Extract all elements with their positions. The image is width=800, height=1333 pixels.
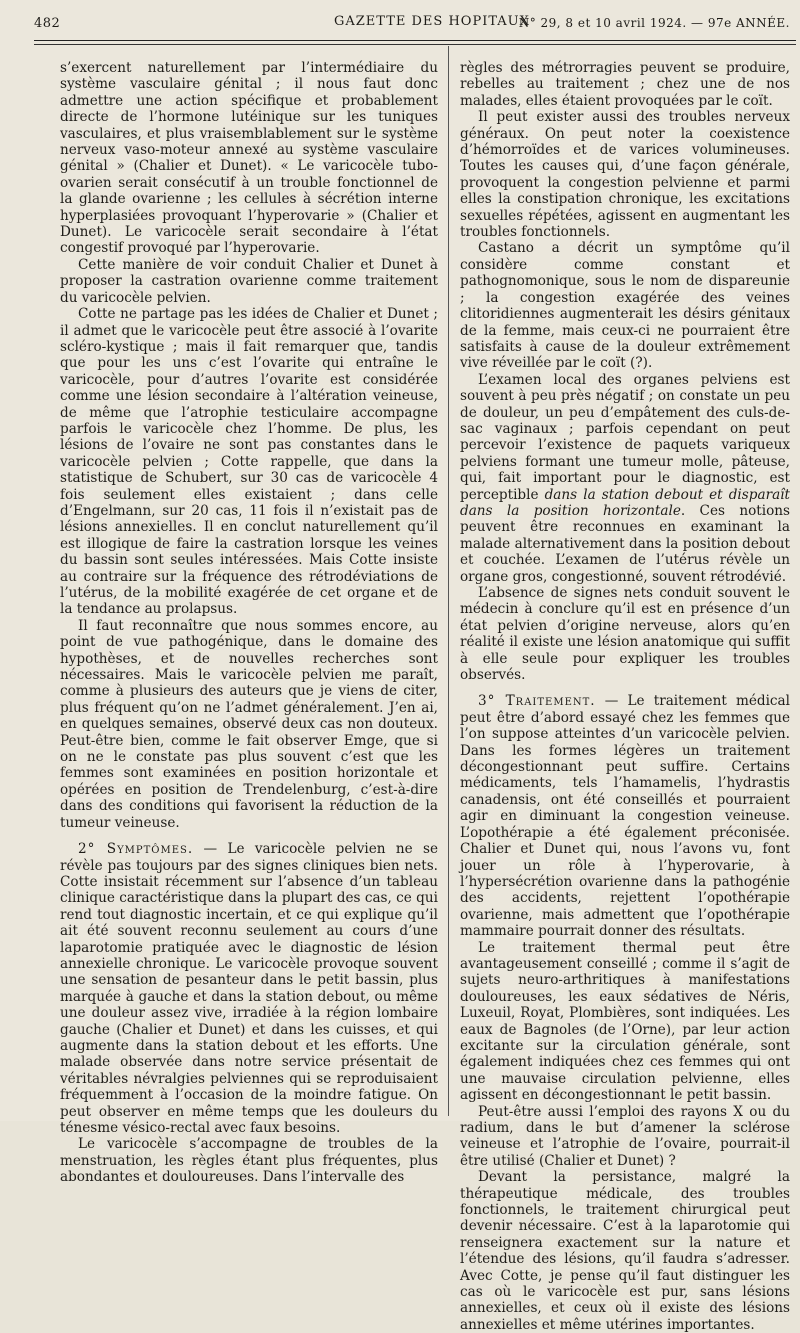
paragraph: L’absence de signes nets conduit souvent le médecin à conclure qu’il est en présence d’un état pelvien d’origine nerveuse, alors qu’en réalité il existe une lésion anatomique qui suffit à elle seule pour expliquer les troubles observés. xyxy=(460,585,790,684)
page-header xyxy=(34,14,792,36)
left-column xyxy=(60,60,438,1186)
column-separator xyxy=(448,46,449,1116)
paragraph-examen xyxy=(460,372,790,585)
paragraph: Cotte ne partage pas les idées de Chalier et Dunet ; il admet que le varicocèle peut être associé à l’ovarite scléro-kystique ; mais il fait remarquer que, tandis que pour les uns c’est l’ovarite qui entraîne le varicocèle, pour d’autres l’ovarite est considérée comme une lésion secondaire à l’altération veineuse, de même que l’atrophie testiculaire accompagne parfois le varicocèle chez l’homme. De plus, les lésions de l’ovaire ne sont pas constantes dans le varicocèle pelvien ; Cotte rappelle, que dans la statistique de Schubert, sur 30 cas de varicocèle 4 fois seulement elles existaient ; dans celle d’Engelmann, sur 20 cas, 11 fois il n’existait pas de lésions annexielles. Il en conclut naturellement qu’il est illogique de faire la castration lorsque les veines du bassin sont seules intéressées. Mais Cotte insiste au contraire sur la fréquence des rétrodéviations de l’utérus, de la mobilité exagérée de cet organe et de la tendance au prolapsus. xyxy=(60,306,438,618)
issue-info: N° 29, 8 et 10 avril 1924. — 97e ANNÉE. xyxy=(518,16,790,30)
header-rule-thin xyxy=(34,44,796,45)
right-column xyxy=(460,60,790,1333)
section-text: — Le varicocèle pelvien ne se révèle pas toujours par des signes cliniques bien nets. Cotte insistait récemment sur l’absence d’un tableau clinique caractéristique dans la plupart des cas, ce qui rend tout diagnostic incertain, et ce qui explique qu’il ait été souvent reconnu seulement au cours d’une laparotomie pratiquée avec le diagnostic de lésion annexielle chronique. Le varicocèle provoque souvent une sensation de pesanteur dans le petit bassin, plus marquée à gauche et dans la station debout, ou même une douleur assez vive, irradiée à la région lombaire gauche (Chalier et Dunet) et dans les cuisses, et qui augmente dans la station debout et les efforts. Une malade observée dans notre service présentait de véritables névralgies pelviennes qui se reproduisaient fréquemment à l’occasion de la moindre fatigue. On peut observer en même temps que les douleurs du ténesme vésico-rectal avec faux besoins. xyxy=(60,841,439,1136)
page-number: 482 xyxy=(34,16,61,31)
paragraph: Peut-être aussi l’emploi des rayons X ou du radium, dans le but d’amener la sclérose veineuse et l’atrophie de l’ovaire, pourrait-il être utilisé (Chalier et Dunet) ? xyxy=(460,1103,790,1169)
italic-run: dans la station debout et disparaît dans la position horizontale xyxy=(460,486,790,519)
paragraph: s’exercent naturellement par l’intermédiaire du système vasculaire génital ; il nous faut donc admettre une action spécifique et probablement directe de l’hormone lutéinique sur les tuniques vasculaires, et plus vraisemblablement sur le système nerveux vaso-moteur annexé au système vasculaire génital » (Chalier et Dunet). « Le varicocèle tubo-ovarien serait consécutif à un trouble fonctionnel de la glande ovarienne ; les cellules à sécrétion interne hyperplasiées provoquant l’hyperovarie » (Chalier et Dunet). Le varicocèle serait secondaire à l’état congestif provoqué par l’hyperovarie. xyxy=(60,60,438,257)
paragraph: Cette manière de voir conduit Chalier et Dunet à proposer la castration ovarienne comme traitement du varicocèle pelvien. xyxy=(60,256,438,306)
section-heading: 3° Traitement. xyxy=(478,693,596,710)
journal-title: GAZETTE DES HOPITAUX xyxy=(334,14,530,29)
text-run: L’examen local des organes pelviens est souvent à peu près négatif ; on constate un peu de douleur, un peu d’empâtement des culs-de-sac vaginaux ; parfois cependant on peut percevoir l’existence de paquets variqueux pelviens formant une tumeur molle, pâteuse, qui, fait important pour le diagnostic, est perceptible xyxy=(460,371,790,503)
paragraph: Le varicocèle s’accompagne de troubles de la menstruation, les règles étant plus fréquentes, plus abondantes et douloureuses. Dans l’intervalle des xyxy=(60,1136,438,1186)
section-heading: 2° Symptômes. xyxy=(78,841,194,858)
section-traitement xyxy=(460,693,790,939)
paragraph: Castano a décrit un symptôme qu’il considère comme constant et pathognomonique, sous le nom de dispareunie ; la congestion exagérée des veines clitoridiennes augmenterait les désirs génitaux de la femme, mais ceux-ci ne pourraient être satisfaits à cause de la douleur extrêmement vive réveillée par le coït (?). xyxy=(460,240,790,372)
paragraph: Il peut exister aussi des troubles nerveux généraux. On peut noter la coexistence d’hémorroïdes et de varices volumineuses. Toutes les causes qui, d’une façon générale, provoquent la congestion pelvienne et parmi elles la constipation chronique, les excitations sexuelles répétées, agissent en augmentant les troubles fonctionnels. xyxy=(460,109,790,241)
section-symptomes xyxy=(60,841,438,1136)
paragraph: Il faut reconnaître que nous sommes encore, au point de vue pathogénique, dans le domaine des hypothèses, et de nouvelles recherches sont nécessaires. Mais le varicocèle pelvien me paraît, comme à plusieurs des auteurs que je viens de citer, plus fréquent qu’on ne l’admet généralement. J’en ai, en quelques semaines, observé deux cas non douteux. Peut-être bien, comme le fait observer Emge, que si on ne le constate pas plus souvent c’est que les femmes sont examinées en position horizontale et opérées en position de Trendelenburg, c’est-à-dire dans des conditions qui favorisent la réduction de la tumeur veineuse. xyxy=(60,617,438,831)
paragraph: Le traitement thermal peut être avantageusement conseillé ; comme il s’agit de sujets neuro-arthritiques à manifestations douloureuses, les eaux sédatives de Néris, Luxeuil, Royat, Plombières, sont indiquées. Les eaux de Bagnoles (de l’Orne), par leur action excitante sur la circulation générale, sont également indiquées chez ces femmes qui ont une mauvaise circulation pelvienne, elles agissent en décongestionnant le petit bassin. xyxy=(460,939,790,1104)
section-text: — Le traitement médical peut être d’abord essayé chez les femmes que l’on suppose atteintes d’un varicocèle pelvien. Dans les formes légères un traitement décongestionnant peut suffire. Certains médicaments, tels l’hamamelis, l’hydrastis canadensis, ont été conseillés et pourraient agir en diminuant la congestion veineuse. L’opothérapie a été également préconisée. Chalier et Dunet qui, nous l’avons vu, font jouer un rôle à l’hyperovarie, à l’hypersécrétion ovarienne dans la pathogénie des accidents, rejettent l’opothérapie ovarienne, mais admettent que l’opothérapie mammaire pourrait donner des résultats. xyxy=(460,693,790,940)
text-run: . Ces notions peuvent être reconnues en examinant la malade alternativement dans la position debout et couchée. L’examen de l’utérus révèle un organe gros, congestionné, souvent rétrodévié. xyxy=(460,502,790,585)
paragraph: Devant la persistance, malgré la thérapeutique médicale, des troubles fonctionnels, le traitement chirurgical peut devenir nécessaire. C’est à la laparotomie qui renseignera exactement sur la nature et l’étendue des lésions, qu’il faudra s’adresser. Avec Cotte, je pense qu’il faut distinguer les cas où le varicocèle est pur, sans lésions annexielles, et ceux où il existe des lésions annexielles et même utérines importantes. xyxy=(460,1169,790,1333)
header-rule xyxy=(34,40,796,41)
paragraph: règles des métrorragies peuvent se produire, rebelles au traitement ; chez une de nos malades, elles étaient provoquées par le coït. xyxy=(460,60,790,109)
